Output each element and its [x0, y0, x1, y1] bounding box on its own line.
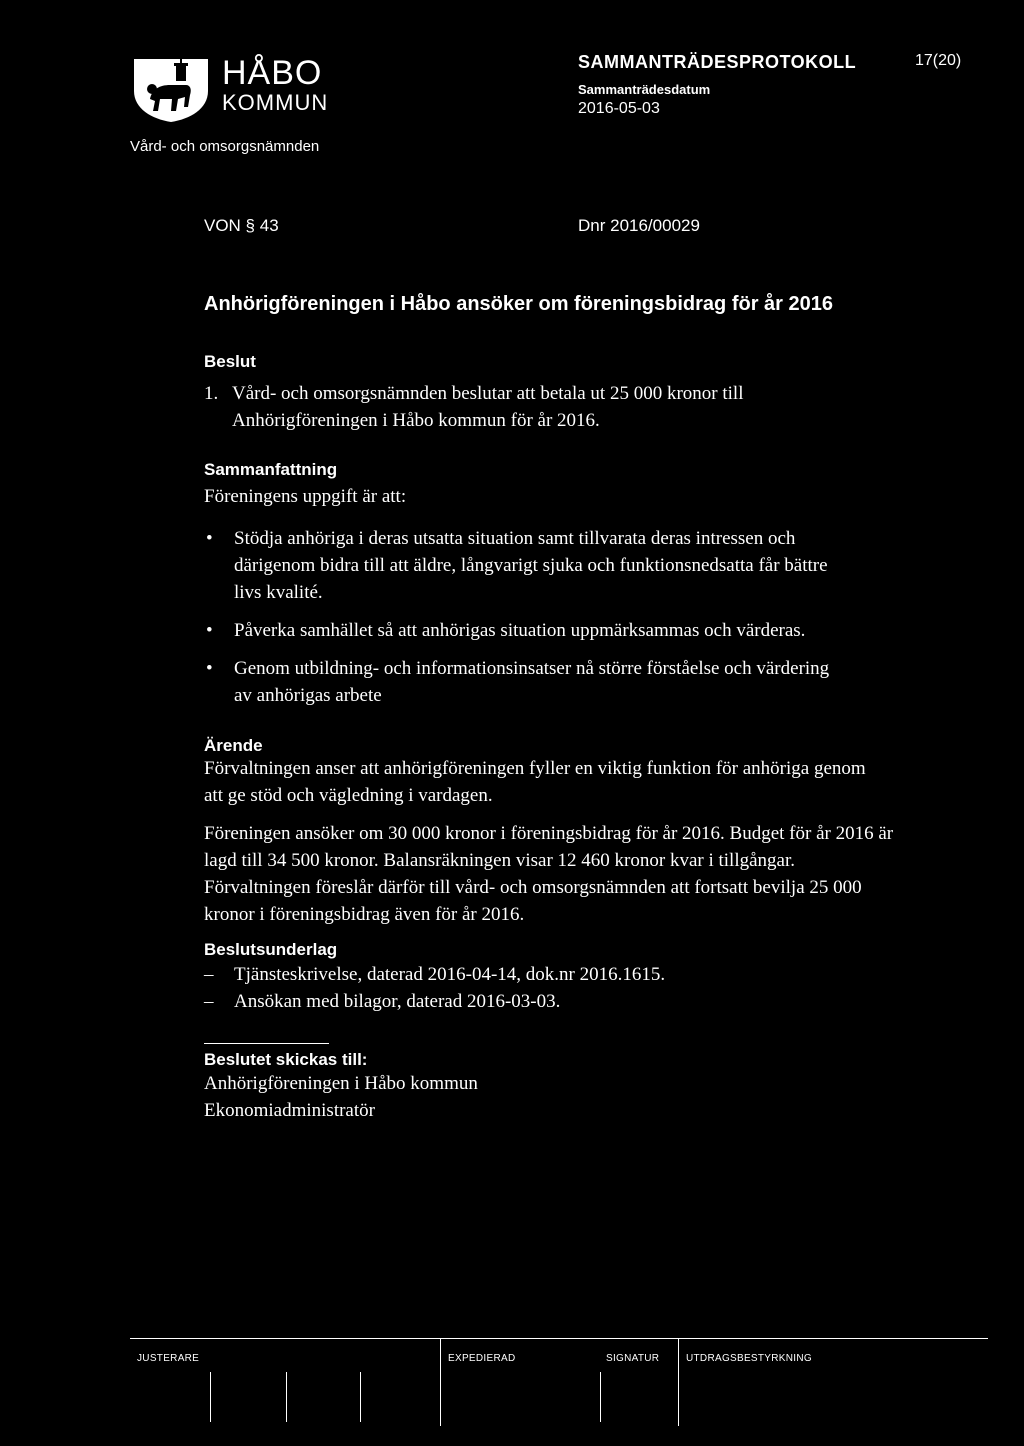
- sammanfattning-intro: Föreningens uppgift är att:: [204, 486, 407, 507]
- list-item: • Påverka samhället så att anhörigas situation uppmärksammas och värderas.: [204, 617, 844, 644]
- bullet-icon: •: [206, 620, 213, 641]
- footer-divider: [440, 1338, 441, 1426]
- document-type: SAMMANTRÄDESPROTOKOLL: [578, 52, 857, 72]
- beslutsunderlag-list: [204, 961, 665, 1015]
- arende-heading: Ärende: [204, 736, 263, 755]
- decision-text: Vård- och omsorgsnämnden beslutar att betala ut 25 000 kronor till Anhörigföreningen i Håbo kommun för år 2016.: [232, 383, 744, 431]
- footer-top-rule: [130, 1338, 988, 1339]
- beslut-heading: Beslut: [204, 352, 256, 371]
- footer-divider: [678, 1338, 679, 1426]
- list-item: – Tjänsteskrivelse, daterad 2016-04-14, dok.nr 2016.1615.: [204, 961, 665, 988]
- decision-item: [204, 380, 844, 434]
- meeting-date: 2016-05-03: [578, 100, 660, 117]
- municipality-logo-text: [222, 56, 328, 114]
- signature-box-line: [286, 1372, 287, 1422]
- document-title: Anhörigföreningen i Håbo ansöker om föreningsbidrag för år 2016: [204, 293, 833, 315]
- recipient-list: [204, 1070, 478, 1124]
- list-item: – Ansökan med bilagor, daterad 2016-03-03.: [204, 988, 665, 1015]
- signatur-label: SIGNATUR: [606, 1353, 660, 1364]
- list-item: • Stödja anhöriga i deras utsatta situation samt tillvarata deras intressen och därigenom bidra till att äldre, långvarigt sjuka och funktionsnedsatta får bättre livs kvalité.: [204, 525, 844, 606]
- purpose-list: [204, 525, 844, 720]
- recipient: Anhörigföreningen i Håbo kommun: [204, 1073, 478, 1094]
- arende-paragraph-2: Föreningen ansöker om 30 000 kronor i föreningsbidrag för år 2016. Budget för år 2016 är lagd till 34 500 kronor. Balansräkningen visar 12 460 kronor kvar i tillgångar. Förvaltningen föreslår därför till vård- och omsorgsnämnden att fortsatt bevilja 25 000 kronor i föreningsbidrag även för år 2016.: [204, 823, 894, 925]
- sammanfattning-heading: Sammanfattning: [204, 460, 338, 479]
- dash-icon: –: [204, 964, 214, 985]
- beslutsunderlag-heading: Beslutsunderlag: [204, 940, 338, 959]
- page-number: 17(20): [915, 52, 962, 69]
- meeting-date-label: Sammanträdesdatum: [578, 82, 711, 97]
- logo-kommun: KOMMUN: [222, 90, 329, 115]
- signature-box-line: [210, 1372, 211, 1422]
- justerare-label: JUSTERARE: [137, 1353, 200, 1364]
- diary-number: Dnr 2016/00029: [578, 216, 700, 235]
- recipient: Ekonomiadministratör: [204, 1100, 375, 1121]
- dash-icon: –: [204, 991, 214, 1012]
- divider: [204, 1043, 329, 1044]
- arende-paragraph-1: Förvaltningen anser att anhörigföreningen fyller en viktig funktion för anhöriga genom att ge stöd och vägledning i vardagen.: [204, 758, 866, 806]
- bullet-icon: •: [206, 528, 213, 549]
- signature-box-line: [600, 1372, 601, 1422]
- paragraph-number: VON § 43: [204, 216, 279, 235]
- committee-name: Vård- och omsorgsnämnden: [130, 138, 320, 155]
- bullet-icon: •: [206, 658, 213, 679]
- decision-number: 1.: [204, 383, 219, 404]
- signature-box-line: [360, 1372, 361, 1422]
- list-item: • Genom utbildning- och informationsinsatser nå större förståelse och värdering av anhörigas arbete: [204, 655, 844, 709]
- expedierad-label: EXPEDIERAD: [448, 1353, 516, 1364]
- skickas-heading: Beslutet skickas till:: [204, 1050, 368, 1069]
- logo-habo: HÅBO: [222, 54, 323, 92]
- utdragsbestyrkning-label: UTDRAGSBESTYRKNING: [686, 1353, 812, 1364]
- coat-of-arms-logo: [130, 55, 212, 123]
